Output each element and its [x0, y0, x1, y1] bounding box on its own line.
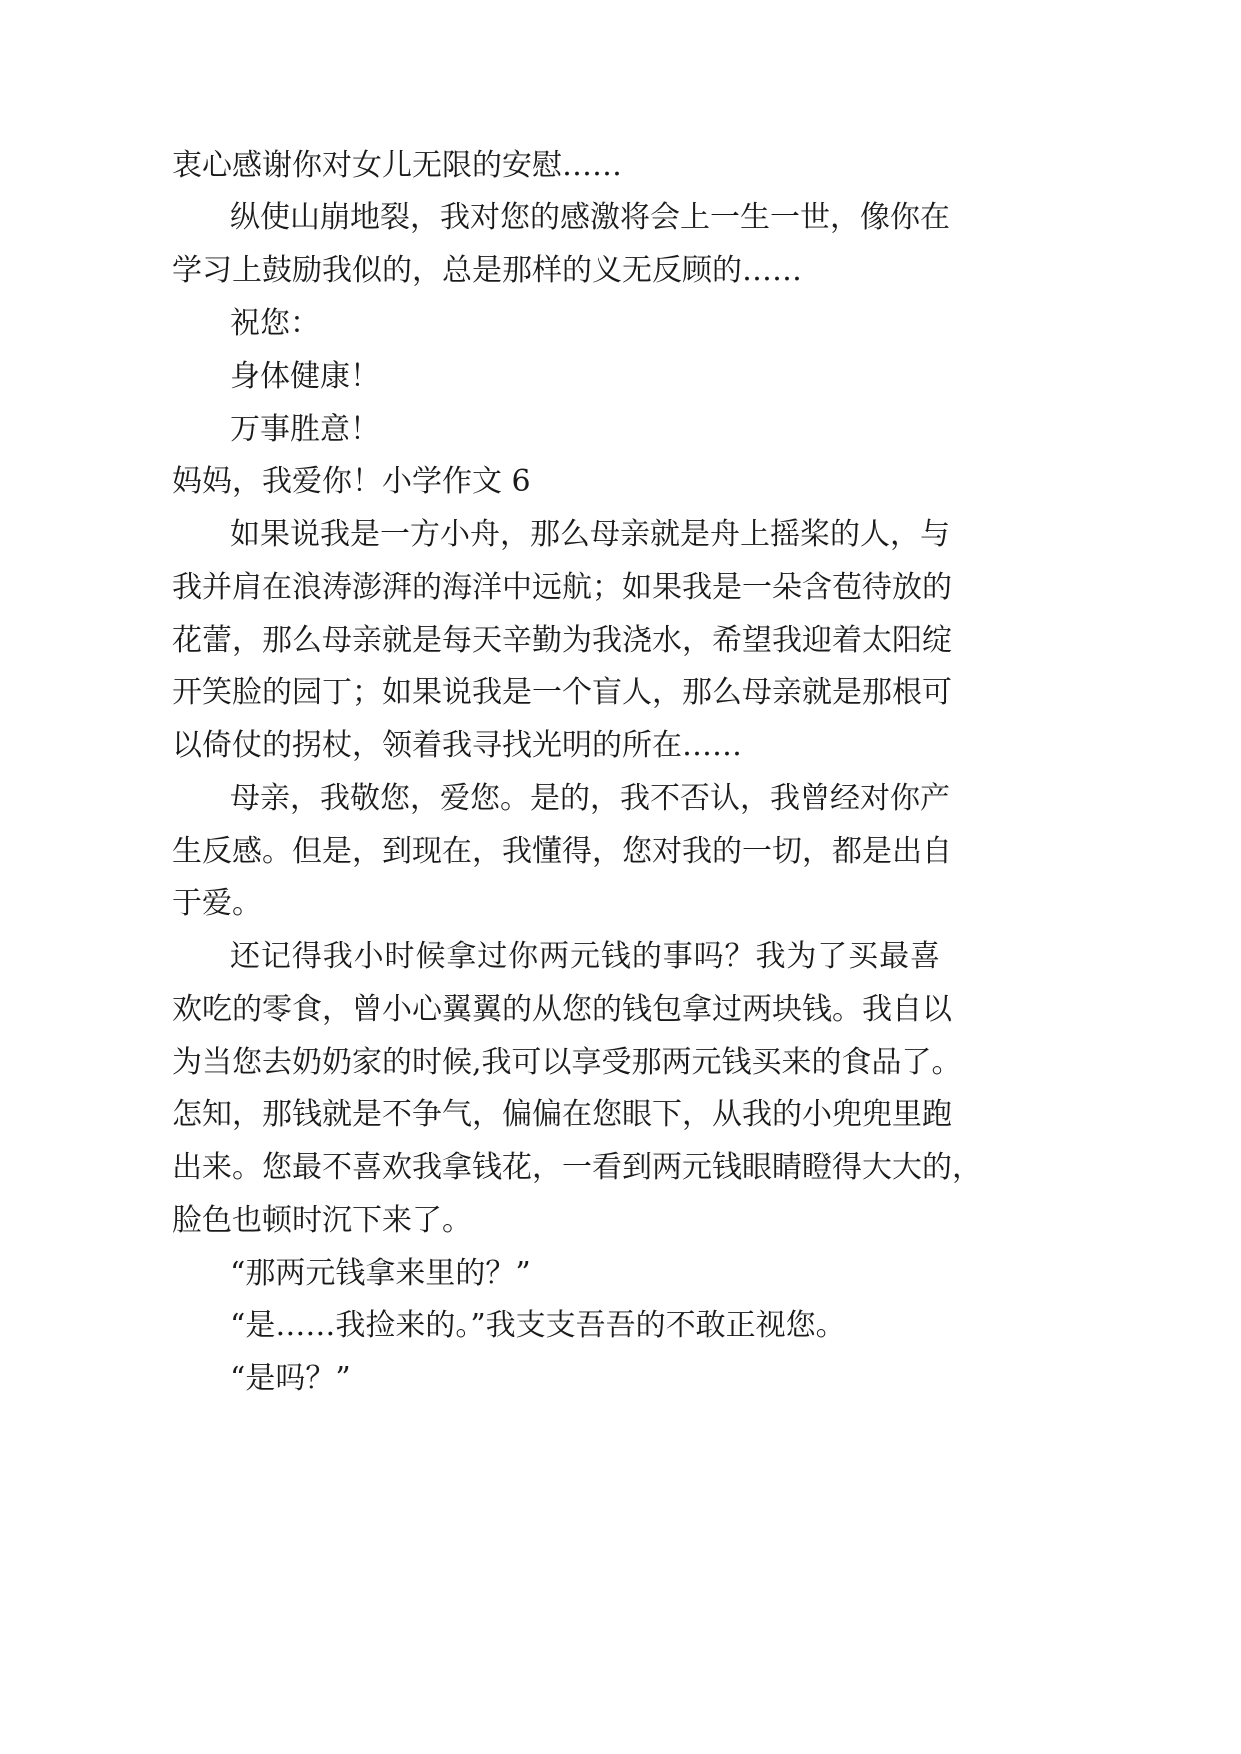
text-line: 学习上鼓励我似的，总是那样的义无反顾的……: [172, 253, 802, 288]
text-line: 开笑脸的园丁；如果说我是一个盲人，那么母亲就是那根可: [172, 675, 952, 710]
wish-line: 万事胜意！: [230, 412, 380, 447]
text-line: 欢吃的零食，曾小心翼翼的从您的钱包拿过两块钱。我自以: [172, 992, 952, 1027]
text-line: 怎知，那钱就是不争气，偏偏在您眼下，从我的小兜兜里跑: [172, 1097, 952, 1132]
text-line: 生反感。但是，到现在，我懂得，您对我的一切，都是出自: [172, 834, 952, 869]
dialogue-line: “是吗？”: [230, 1361, 351, 1396]
text-line: 于爱。: [172, 886, 262, 921]
dialogue-line: “是……我捡来的。”我支支吾吾的不敢正视您。: [230, 1308, 846, 1343]
text-line: 脸色也顿时沉下来了。: [172, 1203, 472, 1238]
paragraph-first-line: 母亲，我敬您，爱您。是的，我不否认，我曾经对你产: [230, 781, 950, 816]
text-line: 花蕾，那么母亲就是每天辛勤为我浇水，希望我迎着太阳绽: [172, 623, 952, 658]
dialogue-line: “那两元钱拿来里的？”: [230, 1256, 531, 1291]
paragraph-first-line: 纵使山崩地裂，我对您的感激将会上一生一世，像你在: [230, 200, 950, 235]
text-line: 我并肩在浪涛澎湃的海洋中远航；如果我是一朵含苞待放的: [172, 570, 952, 605]
wish-line: 身体健康！: [230, 359, 380, 394]
text-line: 为当您去奶奶家的时候,我可以享受那两元钱买来的食品了。: [172, 1045, 962, 1080]
section-title: 妈妈，我爱你！小学作文 6: [172, 464, 531, 499]
paragraph-first-line: 如果说我是一方小舟，那么母亲就是舟上摇桨的人，与: [230, 517, 950, 552]
salutation: 祝您：: [230, 306, 320, 341]
text-line: 以倚仗的拐杖，领着我寻找光明的所在……: [172, 728, 742, 763]
text-line: 衷心感谢你对女儿无限的安慰……: [172, 148, 622, 183]
paragraph-first-line: 还记得我小时候拿过你两元钱的事吗？我为了买最喜: [230, 939, 940, 974]
text-line: 出来。您最不喜欢我拿钱花，一看到两元钱眼睛瞪得大大的，: [172, 1150, 982, 1185]
